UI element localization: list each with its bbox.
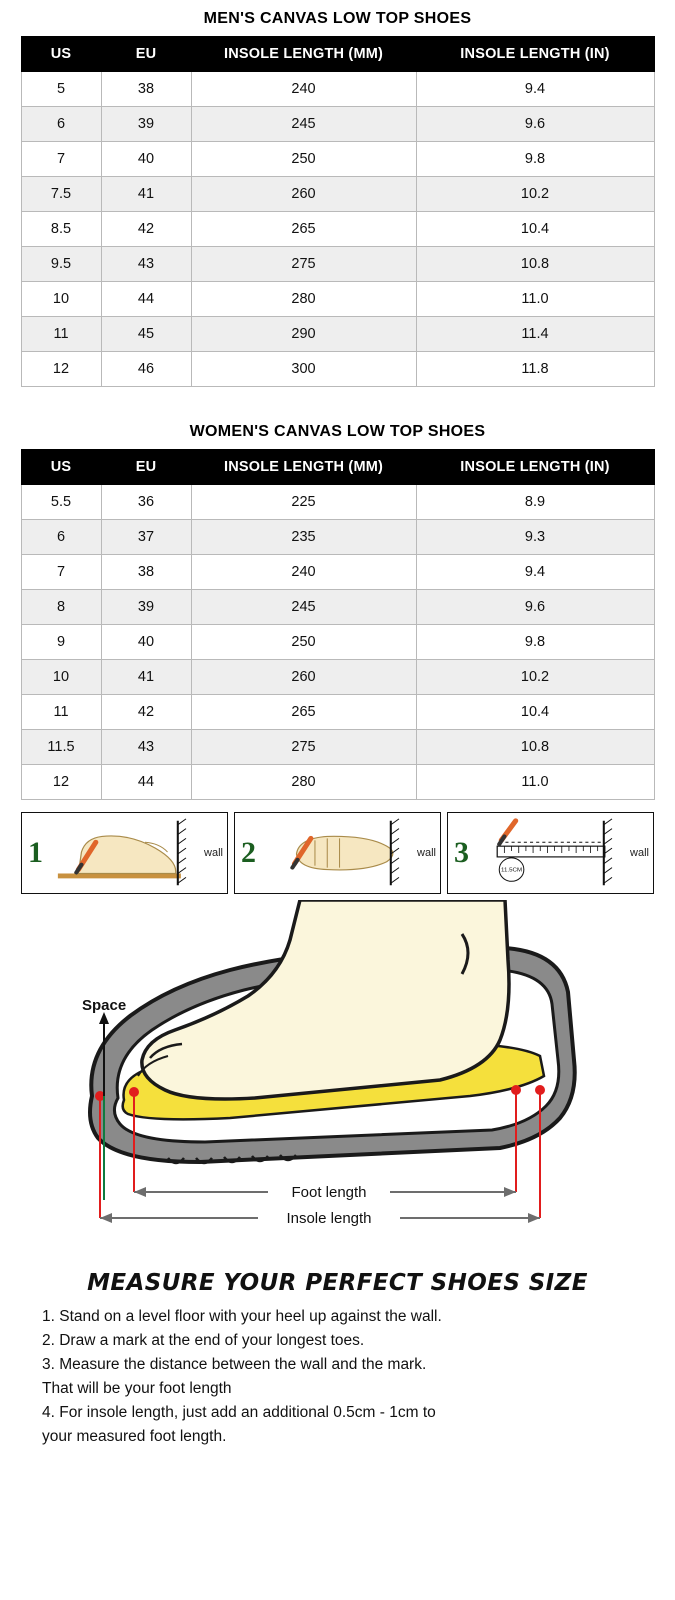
cell-in: 9.6: [416, 590, 654, 625]
cell-mm: 275: [191, 247, 416, 282]
insole-length-label: Insole length: [286, 1210, 372, 1227]
cell-eu: 40: [101, 142, 191, 177]
cell-eu: 44: [101, 282, 191, 317]
cell-in: 9.8: [416, 625, 654, 660]
cell-mm: 275: [191, 730, 416, 765]
cell-us: 5.5: [21, 485, 101, 520]
step-1-diagram: [21, 812, 228, 894]
cell-eu: 41: [101, 177, 191, 212]
instructions-list: [30, 1306, 645, 1449]
column-header-us: US: [21, 450, 101, 485]
cell-us: 6: [21, 107, 101, 142]
instruction-line: 4. For insole length, just add an additional 0.5cm - 1cm to: [42, 1403, 436, 1421]
cell-mm: 250: [191, 625, 416, 660]
cell-us: 12: [21, 765, 101, 800]
cell-us: 10: [21, 660, 101, 695]
cell-us: 7.5: [21, 177, 101, 212]
table-row: [21, 72, 654, 107]
cell-mm: 245: [191, 107, 416, 142]
cell-us: 8.5: [21, 212, 101, 247]
step-3-diagram: [447, 812, 654, 894]
cell-mm: 240: [191, 72, 416, 107]
cell-eu: 39: [101, 590, 191, 625]
instruction-line: 3. Measure the distance between the wall and the mark.: [42, 1355, 427, 1373]
table-row: [21, 485, 654, 520]
table-row: [21, 520, 654, 555]
table-header-row: [21, 450, 654, 485]
cell-in: 9.8: [416, 142, 654, 177]
instruction-line: your measured foot length.: [42, 1427, 227, 1445]
cell-eu: 44: [101, 765, 191, 800]
cell-in: 9.6: [416, 107, 654, 142]
cell-eu: 39: [101, 107, 191, 142]
table-row: [21, 555, 654, 590]
cell-eu: 42: [101, 212, 191, 247]
cell-eu: 45: [101, 317, 191, 352]
cell-in: 10.2: [416, 660, 654, 695]
cell-mm: 280: [191, 282, 416, 317]
table-row: [21, 142, 654, 177]
step-3-illustration: [448, 813, 653, 893]
column-header-eu: EU: [101, 450, 191, 485]
column-header-insole-mm: INSOLE LENGTH (MM): [191, 37, 416, 72]
section-spacer: [0, 387, 675, 413]
cell-in: 11.8: [416, 352, 654, 387]
table-row: [21, 660, 654, 695]
cell-eu: 38: [101, 72, 191, 107]
table-row: [21, 765, 654, 800]
cell-eu: 37: [101, 520, 191, 555]
cell-mm: 225: [191, 485, 416, 520]
cell-mm: 245: [191, 590, 416, 625]
cell-us: 5: [21, 72, 101, 107]
mens-size-table: [21, 36, 655, 387]
cell-in: 8.9: [416, 485, 654, 520]
cell-in: 10.2: [416, 177, 654, 212]
cell-mm: 300: [191, 352, 416, 387]
cell-us: 11: [21, 695, 101, 730]
column-header-us: US: [21, 37, 101, 72]
cell-eu: 40: [101, 625, 191, 660]
cell-mm: 260: [191, 177, 416, 212]
step-number-1: 1: [28, 836, 43, 869]
measurement-steps: [21, 812, 654, 894]
table-row: [21, 730, 654, 765]
cell-us: 11: [21, 317, 101, 352]
cell-eu: 46: [101, 352, 191, 387]
cell-mm: 260: [191, 660, 416, 695]
cell-mm: 235: [191, 520, 416, 555]
step-2-wall-label: wall: [417, 847, 436, 859]
table-row: [21, 212, 654, 247]
cell-us: 12: [21, 352, 101, 387]
table-row: [21, 282, 654, 317]
cell-mm: 265: [191, 695, 416, 730]
cell-in: 11.0: [416, 765, 654, 800]
cell-us: 9: [21, 625, 101, 660]
step-number-2: 2: [241, 836, 256, 869]
table-header-row: [21, 37, 654, 72]
cell-mm: 240: [191, 555, 416, 590]
instruction-line: 2. Draw a mark at the end of your longest toes.: [42, 1331, 365, 1349]
cell-in: 10.4: [416, 212, 654, 247]
womens-table-title: WOMEN'S CANVAS LOW TOP SHOES: [189, 423, 486, 440]
table-row: [21, 352, 654, 387]
instruction-line: That will be your foot length: [42, 1379, 232, 1397]
column-header-insole-in: INSOLE LENGTH (IN): [416, 37, 654, 72]
column-header-eu: EU: [101, 37, 191, 72]
cell-eu: 36: [101, 485, 191, 520]
table-row: [21, 177, 654, 212]
cell-mm: 265: [191, 212, 416, 247]
cell-in: 9.3: [416, 520, 654, 555]
table-row: [21, 625, 654, 660]
cell-in: 10.8: [416, 730, 654, 765]
cell-mm: 280: [191, 765, 416, 800]
step-2-diagram: [234, 812, 441, 894]
step-2-illustration: [235, 813, 440, 893]
cell-us: 11.5: [21, 730, 101, 765]
cell-us: 7: [21, 142, 101, 177]
cell-in: 11.0: [416, 282, 654, 317]
table-row: [21, 317, 654, 352]
cell-eu: 43: [101, 730, 191, 765]
cell-eu: 42: [101, 695, 191, 730]
cell-us: 9.5: [21, 247, 101, 282]
cell-us: 7: [21, 555, 101, 590]
column-header-insole-mm: INSOLE LENGTH (MM): [191, 450, 416, 485]
cell-in: 10.8: [416, 247, 654, 282]
table-row: [21, 695, 654, 730]
table-row: [21, 247, 654, 282]
womens-size-table: [21, 449, 655, 800]
cell-us: 6: [21, 520, 101, 555]
cell-eu: 41: [101, 660, 191, 695]
cell-mm: 250: [191, 142, 416, 177]
cell-mm: 290: [191, 317, 416, 352]
step-3-wall-label: wall: [630, 847, 649, 859]
cell-in: 10.4: [416, 695, 654, 730]
column-header-insole-in: INSOLE LENGTH (IN): [416, 450, 654, 485]
foot-diagram-svg: [0, 900, 675, 1268]
foot-length-label: Foot length: [291, 1184, 367, 1201]
measure-caption: MEASURE YOUR PERFECT SHOES SIZE: [87, 1270, 588, 1296]
cell-eu: 38: [101, 555, 191, 590]
space-label: Space: [82, 997, 127, 1014]
foot-insole-diagram: [0, 900, 675, 1268]
table-row: [21, 107, 654, 142]
mens-table-title: MEN'S CANVAS LOW TOP SHOES: [203, 10, 472, 27]
cell-us: 8: [21, 590, 101, 625]
step-1-illustration: [22, 813, 227, 893]
step-3-ruler-value: 11.5CM: [501, 867, 523, 874]
step-number-3: 3: [454, 836, 469, 869]
cell-eu: 43: [101, 247, 191, 282]
cell-us: 10: [21, 282, 101, 317]
cell-in: 11.4: [416, 317, 654, 352]
cell-in: 9.4: [416, 555, 654, 590]
table-row: [21, 590, 654, 625]
instruction-line: 1. Stand on a level floor with your heel up against the wall.: [42, 1308, 442, 1325]
step-1-wall-label: wall: [204, 847, 223, 859]
cell-in: 9.4: [416, 72, 654, 107]
